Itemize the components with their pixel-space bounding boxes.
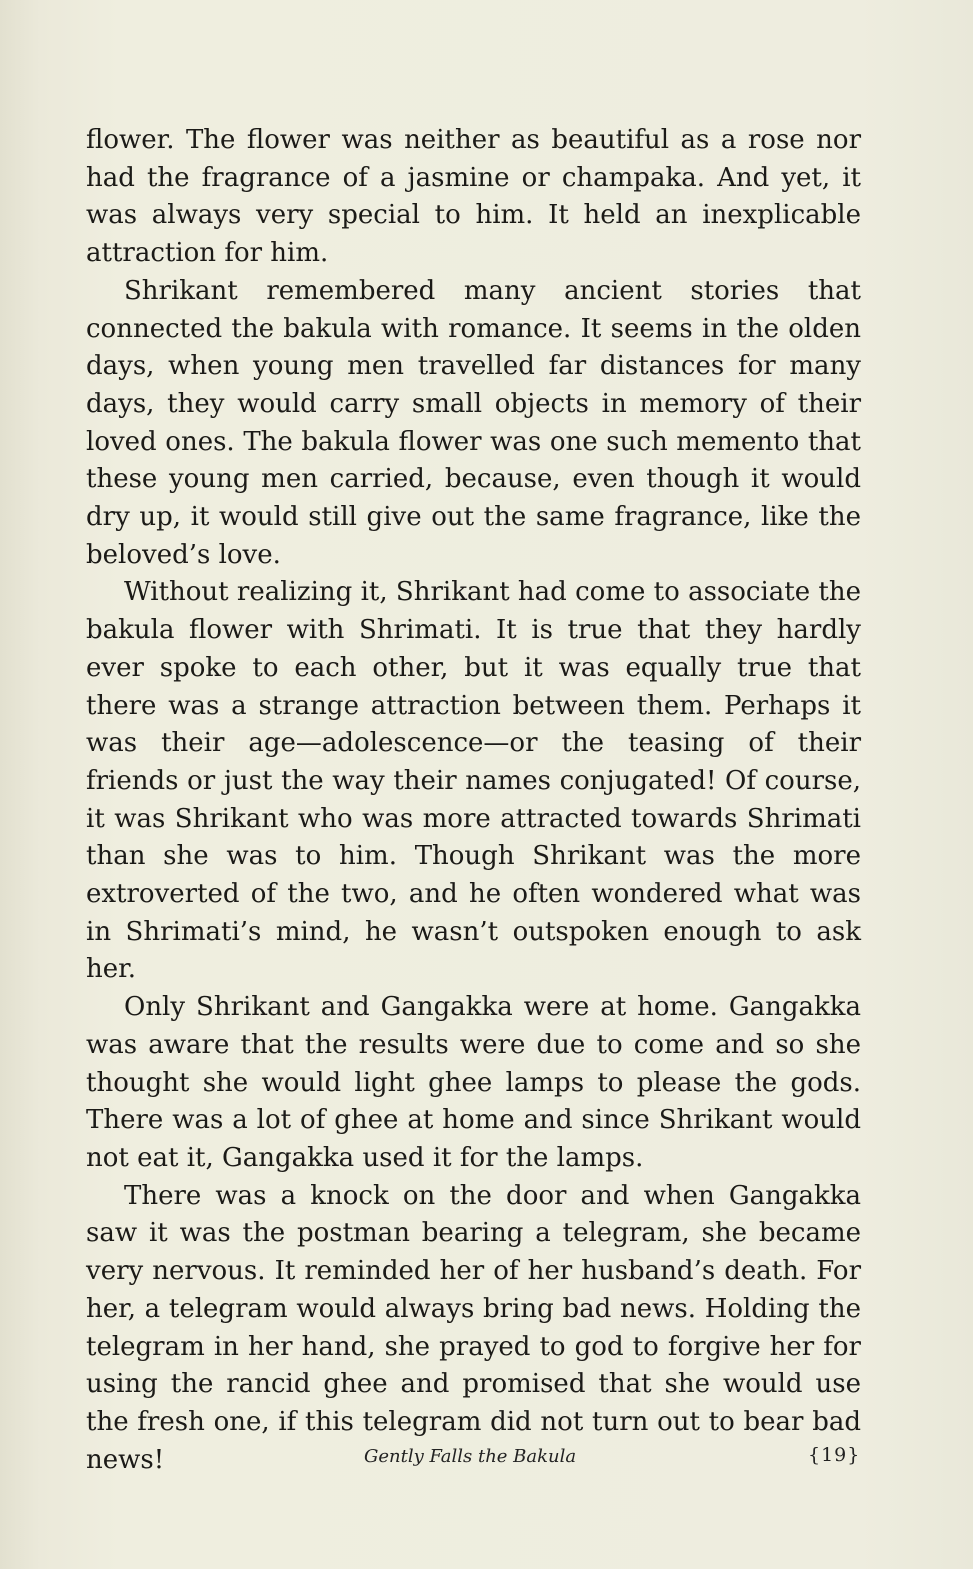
paragraph-2: Shrikant remembered many ancient stories that connected the bakula with romance. It seems in the olden days, when young men travelled far distances for many days, they would carry small objects in memory of their loved ones. The bakula flower was one such memento that these young men carried, because, even though it would dry up, it would still give out the same fragrance, like the beloved’s love. — [86, 275, 861, 570]
paragraph-4: Only Shrikant and Gangakka were at home. Gangakka was aware that the results were due to come and so she thought she would light ghee lamps to please the gods. There was a lot of ghee at home and since Shrikant would not eat it, Gangakka used it for the lamps. — [86, 992, 861, 1173]
paragraph-1: flower. The flower was neither as beautiful as a rose nor had the fragrance of a jasmine or champaka. And yet, it was always very special to him. It held an inexplicable attraction for him. — [86, 125, 861, 269]
paragraph-5: There was a knock on the door and when Gangakka saw it was the postman bearing a telegram, she became very nervous. It reminded her of her husband’s death. For her, a telegram would always bring bad news. Holding the telegram in her hand, she prayed to god to forgive her for using the rancid ghee and promised that she would use the fresh one, if this telegram did not turn out to bear bad news! — [86, 1180, 861, 1475]
paragraph-3: Without realizing it, Shrikant had come to associate the bakula flower with Shrimati. It is true that they hardly ever spoke to each other, but it was equally true that there was a strange attraction between them. Perhaps it was their age—adolescence—or the teasing of their friends or just the way their names conjugated! Of course, it was Shrikant who was more attracted towards Shrimati than she was to him. Though Shrikant was the more extroverted of the two, and he often wondered what was in Shrimati’s mind, he wasn’t outspoken enough to ask her. — [86, 577, 861, 985]
page-footer — [0, 1444, 973, 1476]
body-text — [86, 122, 861, 1479]
page-number: {19} — [808, 1444, 861, 1466]
running-title: Gently Falls the Bakula — [364, 1446, 577, 1467]
